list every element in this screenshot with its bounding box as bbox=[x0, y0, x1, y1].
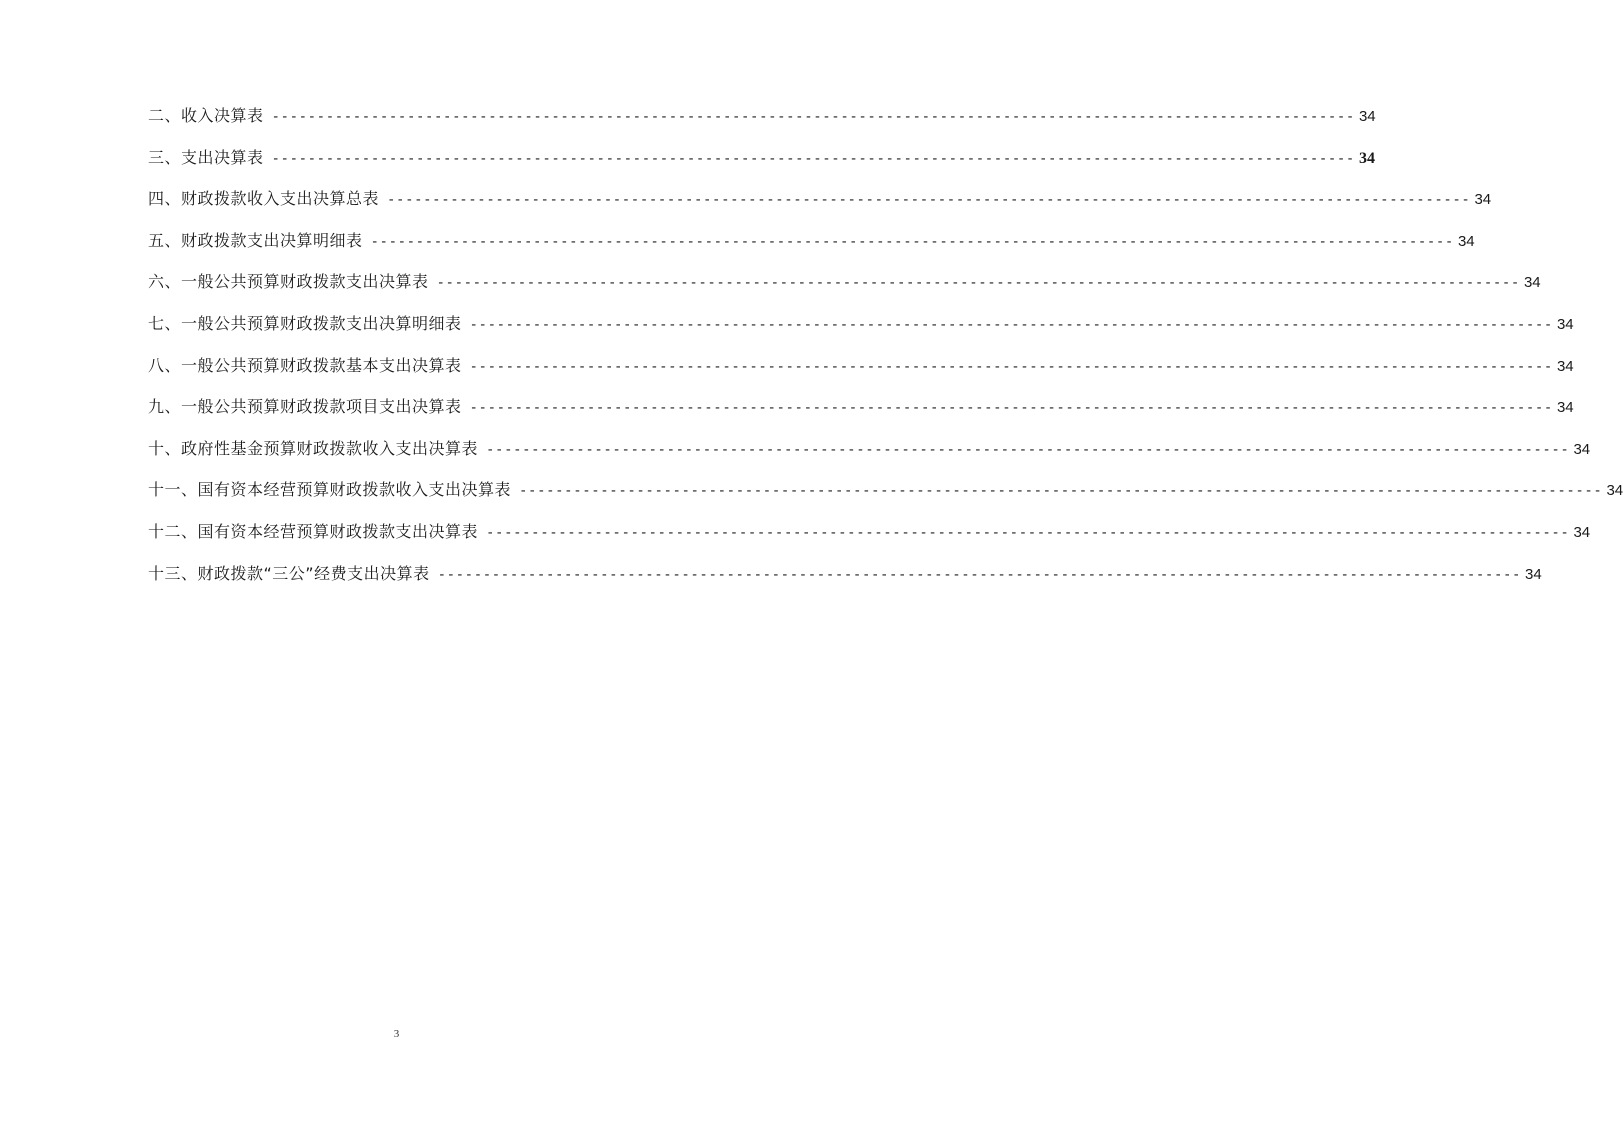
toc-entry[interactable] bbox=[148, 559, 1542, 601]
footer-page-number: 3 bbox=[393, 1028, 400, 1040]
toc-entry-title: 十二、国有资本经营预算财政拨款支出决算表 bbox=[148, 521, 479, 541]
toc-entry-page: 34 bbox=[1474, 191, 1492, 209]
toc-entry[interactable] bbox=[148, 143, 1375, 185]
toc-entry-page: 34 bbox=[1573, 440, 1591, 458]
toc-entry[interactable] bbox=[148, 309, 1574, 351]
toc-entry-page: 34 bbox=[1358, 149, 1375, 167]
toc-dot-leader: ------------------------------------------------------------------------------------------------------------------------ bbox=[469, 358, 1553, 375]
toc-entry[interactable] bbox=[148, 351, 1574, 393]
toc-entry[interactable] bbox=[148, 184, 1492, 226]
toc-entry[interactable] bbox=[148, 434, 1591, 476]
toc-entry-title: 八、一般公共预算财政拨款基本支出决算表 bbox=[148, 355, 462, 375]
toc-dot-leader: ------------------------------------------------------------------------------------------------------------------------ bbox=[271, 109, 1355, 125]
table-of-contents bbox=[148, 101, 1623, 600]
toc-dot-leader: ------------------------------------------------------------------------------------------------------------------------ bbox=[486, 524, 1570, 541]
toc-entry-title: 三、支出决算表 bbox=[148, 147, 264, 167]
toc-entry-title: 九、一般公共预算财政拨款项目支出决算表 bbox=[148, 397, 462, 417]
toc-entry[interactable] bbox=[148, 267, 1541, 309]
toc-entry-title: 十三、财政拨款“三公”经费支出决算表 bbox=[148, 563, 430, 583]
toc-dot-leader: ------------------------------------------------------------------------------------------------------------------------ bbox=[370, 233, 1454, 250]
toc-entry-page: 34 bbox=[1525, 565, 1542, 583]
toc-entry-page: 34 bbox=[1457, 232, 1475, 250]
toc-dot-leader: ------------------------------------------------------------------------------------------------------------------------ bbox=[436, 275, 1520, 292]
toc-dot-leader: ------------------------------------------------------------------------------------------------------------------------ bbox=[469, 316, 1553, 333]
toc-dot-leader: ------------------------------------------------------------------------------------------------------------------------ bbox=[519, 483, 1603, 500]
toc-entry-page: 34 bbox=[1523, 274, 1541, 292]
toc-entry[interactable] bbox=[148, 517, 1591, 559]
toc-entry-title: 四、财政拨款收入支出决算总表 bbox=[148, 189, 380, 209]
toc-entry[interactable] bbox=[148, 226, 1475, 268]
toc-entry-title: 十一、国有资本经营预算财政拨款收入支出决算表 bbox=[148, 480, 512, 500]
toc-dot-leader: ------------------------------------------------------------------------------------------------------------------------ bbox=[437, 566, 1522, 583]
toc-dot-leader: ------------------------------------------------------------------------------------------------------------------------ bbox=[271, 150, 1355, 167]
toc-entry-page: 34 bbox=[1606, 482, 1623, 500]
toc-entry-page: 34 bbox=[1556, 399, 1574, 417]
toc-entry-title: 五、财政拨款支出决算明细表 bbox=[148, 230, 363, 250]
toc-entry-page: 34 bbox=[1358, 108, 1376, 125]
toc-entry-title: 六、一般公共预算财政拨款支出决算表 bbox=[148, 272, 429, 292]
toc-entry[interactable] bbox=[148, 392, 1574, 434]
toc-dot-leader: ------------------------------------------------------------------------------------------------------------------------ bbox=[486, 441, 1570, 458]
toc-entry-title: 七、一般公共预算财政拨款支出决算明细表 bbox=[148, 313, 462, 333]
toc-entry[interactable] bbox=[148, 475, 1623, 517]
toc-entry-page: 34 bbox=[1556, 357, 1574, 375]
toc-entry-title: 二、收入决算表 bbox=[148, 106, 264, 125]
toc-entry-page: 34 bbox=[1573, 523, 1591, 541]
toc-dot-leader: ------------------------------------------------------------------------------------------------------------------------ bbox=[387, 192, 1471, 209]
toc-dot-leader: ------------------------------------------------------------------------------------------------------------------------ bbox=[469, 400, 1553, 417]
toc-entry-page: 34 bbox=[1556, 315, 1574, 333]
toc-entry-title: 十、政府性基金预算财政拨款收入支出决算表 bbox=[148, 438, 479, 458]
toc-entry[interactable] bbox=[148, 101, 1376, 143]
